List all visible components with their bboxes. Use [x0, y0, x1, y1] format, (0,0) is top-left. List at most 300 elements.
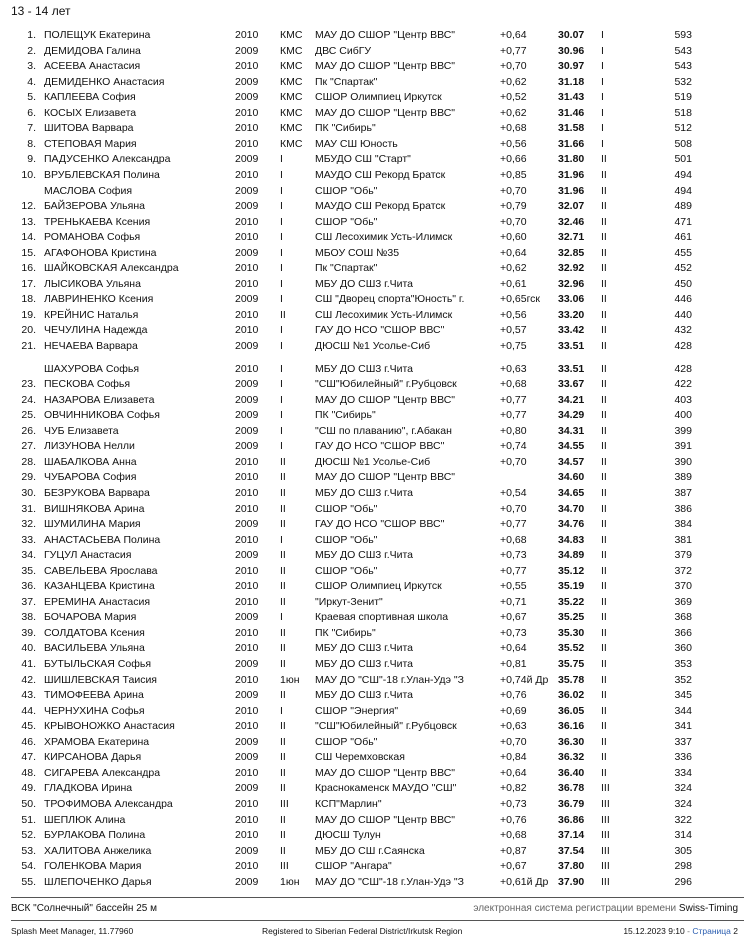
result-time: 34.70: [558, 502, 585, 515]
birth-year: 2009: [235, 782, 259, 795]
birth-year: 2010: [235, 168, 259, 181]
place: 27.: [21, 440, 36, 453]
table-row: [0, 781, 750, 795]
place: 37.: [21, 595, 36, 608]
result-time: 31.18: [558, 75, 585, 88]
qualification: II: [601, 642, 607, 655]
points: 593: [674, 29, 692, 41]
table-row: [0, 408, 750, 422]
sport-rank: I: [280, 324, 283, 337]
place: 35.: [21, 564, 36, 577]
points: 386: [674, 502, 692, 515]
birth-year: 2009: [235, 44, 259, 57]
points: 471: [674, 215, 692, 228]
result-time: 33.51: [558, 340, 585, 352]
club-name: СШ "Дворец спорта"Юность" г.: [315, 293, 465, 306]
place: 5.: [27, 91, 36, 104]
birth-year: 2010: [235, 277, 259, 290]
points: 360: [674, 642, 692, 655]
birth-year: 2009: [235, 689, 259, 702]
club-name: СШОР "Обь": [315, 564, 378, 577]
athlete-name: АСЕЕВА Анастасия: [44, 60, 141, 73]
reaction-time: +0,77: [500, 409, 527, 422]
result-time: 32.85: [558, 246, 585, 259]
reaction-time: +0,84: [500, 751, 527, 764]
reaction-time: +0,64: [500, 29, 527, 41]
qualification: III: [601, 782, 610, 795]
sport-rank: I: [280, 277, 283, 290]
qualification: II: [601, 168, 607, 181]
club-name: СШ Черемховская: [315, 751, 405, 764]
points: 353: [674, 658, 692, 670]
points: 432: [674, 324, 692, 337]
qualification: II: [601, 153, 607, 166]
result-time: 30.07: [558, 29, 585, 41]
qualification: II: [601, 440, 607, 453]
birth-year: 2010: [235, 564, 259, 577]
club-name: ДЮСШ №1 Усолье-Сиб: [315, 455, 431, 468]
result-time: 37.54: [558, 844, 585, 857]
points: 494: [674, 168, 692, 181]
result-time: 34.60: [558, 471, 585, 484]
result-time: 37.90: [558, 875, 585, 888]
table-row: [0, 595, 750, 609]
result-time: 36.30: [558, 735, 585, 748]
qualification: III: [601, 813, 610, 826]
place: 2.: [27, 44, 36, 57]
athlete-name: ХРАМОВА Екатерина: [44, 735, 150, 748]
table-row: [0, 673, 750, 687]
club-name: СШОР Олимпиец Иркутск: [315, 580, 442, 593]
table-row: [0, 199, 750, 213]
table-row: [0, 859, 750, 873]
points: 381: [674, 533, 692, 546]
result-time: 36.05: [558, 704, 585, 717]
birth-year: 2010: [235, 137, 259, 150]
birth-year: 2010: [235, 766, 259, 779]
club-name: МБУ ДО СШ г.Саянска: [315, 844, 425, 857]
reaction-time: +0,76: [500, 813, 527, 826]
reaction-time: +0,70: [500, 455, 527, 468]
points: 366: [674, 626, 692, 639]
club-name: СШОР Олимпиец Иркутск: [315, 91, 442, 104]
qualification: II: [601, 262, 607, 275]
qualification: III: [601, 829, 610, 842]
qualification: II: [601, 595, 607, 608]
sport-rank: I: [280, 246, 283, 259]
reaction-time: +0,70: [500, 215, 527, 228]
birth-year: 2009: [235, 875, 259, 888]
birth-year: 2010: [235, 455, 259, 468]
place: 48.: [21, 766, 36, 779]
sport-rank: I: [280, 704, 283, 717]
table-row: [0, 828, 750, 842]
table-row: [0, 502, 750, 516]
club-name: ДВС СибГУ: [315, 44, 372, 57]
qualification: II: [601, 673, 607, 686]
athlete-name: ШАЙКОВСКАЯ Александра: [44, 262, 179, 275]
athlete-name: ЧУБ Елизавета: [44, 424, 119, 437]
athlete-name: КРЫВОНОЖКО Анастасия: [44, 720, 175, 733]
club-name: ПК "Сибирь": [315, 409, 376, 422]
birth-year: 2010: [235, 642, 259, 655]
athlete-name: ЧУБАРОВА София: [44, 471, 137, 484]
birth-year: 2010: [235, 122, 259, 135]
reaction-time: +0,76: [500, 689, 527, 702]
club-name: МАУ ДО СШОР "Центр ВВС": [315, 766, 456, 779]
athlete-name: МАСЛОВА София: [44, 184, 132, 197]
sport-rank: КМС: [280, 122, 303, 135]
athlete-name: ШЕПЛЮК Алина: [44, 813, 126, 826]
birth-year: 2010: [235, 533, 259, 546]
qualification: II: [601, 751, 607, 764]
birth-year: 2010: [235, 626, 259, 639]
result-time: 33.51: [558, 362, 585, 375]
points: 399: [674, 424, 692, 437]
sport-rank: I: [280, 168, 283, 181]
place: 52.: [21, 829, 36, 842]
points: 461: [674, 231, 692, 244]
sport-rank: II: [280, 689, 286, 702]
table-row: [0, 261, 750, 275]
place: 4.: [27, 75, 36, 88]
birth-year: 2010: [235, 595, 259, 608]
points: 345: [674, 689, 692, 702]
reaction-time: +0,70: [500, 735, 527, 748]
sport-rank: II: [280, 580, 286, 593]
sport-rank: I: [280, 409, 283, 422]
table-row: [0, 393, 750, 407]
club-name: КСП"Марлин": [315, 797, 382, 810]
birth-year: 2009: [235, 184, 259, 197]
result-time: 34.31: [558, 424, 585, 437]
place: 49.: [21, 782, 36, 795]
birth-year: 2010: [235, 362, 259, 375]
qualification: I: [601, 91, 604, 104]
table-row: [0, 246, 750, 260]
place: 21.: [21, 340, 36, 352]
place: 12.: [21, 200, 36, 213]
place: 7.: [27, 122, 36, 135]
sport-rank: I: [280, 184, 283, 197]
birth-year: 2009: [235, 440, 259, 453]
points: 403: [674, 393, 692, 406]
birth-year: 2010: [235, 308, 259, 321]
place: 25.: [21, 409, 36, 422]
birth-year: 2009: [235, 735, 259, 748]
sport-rank: II: [280, 626, 286, 639]
table-row: [0, 44, 750, 58]
points: 322: [674, 813, 692, 826]
table-row: [0, 230, 750, 244]
result-time: 32.07: [558, 200, 585, 213]
qualification: I: [601, 122, 604, 135]
software-label: Splash Meet Manager, 11.77960: [11, 926, 134, 936]
athlete-name: ШИТОВА Варвара: [44, 122, 134, 135]
qualification: III: [601, 860, 610, 873]
reaction-time: +0,67: [500, 860, 527, 873]
qualification: II: [601, 324, 607, 337]
reaction-time: +0,85: [500, 168, 527, 181]
result-time: 35.12: [558, 564, 585, 577]
athlete-name: ВАСИЛЬЕВА Ульяна: [44, 642, 145, 655]
qualification: II: [601, 378, 607, 391]
points: 494: [674, 184, 692, 197]
athlete-name: ШАБАЛКОВА Анна: [44, 455, 137, 468]
place: 46.: [21, 735, 36, 748]
result-time: 34.57: [558, 455, 585, 468]
reaction-time: +0,65гск: [500, 293, 541, 306]
athlete-name: ШУМИЛИНА Мария: [44, 518, 141, 531]
club-name: МБУ ДО СШ3 г.Чита: [315, 277, 414, 290]
athlete-name: БЕЗРУКОВА Варвара: [44, 486, 150, 499]
qualification: II: [601, 409, 607, 422]
reaction-time: +0,75: [500, 340, 527, 352]
result-time: 33.42: [558, 324, 585, 337]
qualification: II: [601, 533, 607, 546]
table-row: [0, 719, 750, 733]
club-name: ПК "Сибирь": [315, 122, 376, 135]
qualification: II: [601, 471, 607, 484]
reaction-time: +0,81: [500, 658, 527, 670]
place: 38.: [21, 611, 36, 624]
points: 440: [674, 308, 692, 321]
place: 6.: [27, 106, 36, 119]
place: 17.: [21, 277, 36, 290]
points: 452: [674, 262, 692, 275]
qualification: II: [601, 231, 607, 244]
points: 379: [674, 549, 692, 562]
page-label: Страница: [692, 926, 731, 936]
sport-rank: КМС: [280, 91, 303, 104]
qualification: II: [601, 200, 607, 213]
club-name: МБУ ДО СШ3 г.Чита: [315, 642, 414, 655]
club-name: МАУ ДО "СШ"-18 г.Улан-Удэ "З: [315, 673, 464, 686]
table-row: [0, 579, 750, 593]
athlete-name: ЛИЗУНОВА Нелли: [44, 440, 135, 453]
birth-year: 2009: [235, 393, 259, 406]
table-row: [0, 766, 750, 780]
points: 372: [674, 564, 692, 577]
sport-rank: КМС: [280, 29, 303, 41]
points: 518: [674, 106, 692, 119]
sport-rank: II: [280, 658, 286, 670]
place: 42.: [21, 673, 36, 686]
sport-rank: II: [280, 735, 286, 748]
club-name: МАУ ДО СШОР "Центр ВВС": [315, 106, 456, 119]
place: 45.: [21, 720, 36, 733]
qualification: II: [601, 766, 607, 779]
qualification: II: [601, 455, 607, 468]
points: 501: [674, 153, 692, 166]
reaction-time: +0,60: [500, 231, 527, 244]
birth-year: 2010: [235, 262, 259, 275]
club-name: СШ Лесохимик Усть-Илимск: [315, 308, 453, 321]
reaction-time: +0,73: [500, 797, 527, 810]
points: 305: [674, 844, 692, 857]
place: 32.: [21, 518, 36, 531]
athlete-name: АНАСТАСЬЕВА Полина: [44, 533, 161, 546]
athlete-name: ГЛАДКОВА Ирина: [44, 782, 133, 795]
birth-year: 2010: [235, 60, 259, 73]
birth-year: 2009: [235, 611, 259, 624]
qualification: II: [601, 658, 607, 670]
place: 26.: [21, 424, 36, 437]
reaction-time: +0,74й Др: [500, 673, 549, 686]
qualification: II: [601, 277, 607, 290]
athlete-name: БОЧАРОВА Мария: [44, 611, 137, 624]
reaction-time: +0,68: [500, 122, 527, 135]
athlete-name: САВЕЛЬЕВА Ярослава: [44, 564, 158, 577]
points: 368: [674, 611, 692, 624]
table-row: [0, 641, 750, 655]
table-row: [0, 470, 750, 484]
reaction-time: +0,79: [500, 200, 527, 213]
athlete-name: ПАДУСЕНКО Александра: [44, 153, 171, 166]
table-row: [0, 797, 750, 811]
athlete-name: ЛАВРИНЕНКО Ксения: [44, 293, 154, 306]
points: 369: [674, 595, 692, 608]
sport-rank: 1юн: [280, 875, 300, 888]
qualification: II: [601, 564, 607, 577]
reaction-time: +0,70: [500, 60, 527, 73]
reaction-time: +0,64: [500, 766, 527, 779]
club-name: СШ Лесохимик Усть-Илимск: [315, 231, 453, 244]
place: 50.: [21, 797, 36, 810]
place: 39.: [21, 626, 36, 639]
result-time: 30.96: [558, 44, 585, 57]
points: 512: [674, 122, 692, 135]
reaction-time: +0,77: [500, 44, 527, 57]
sport-rank: КМС: [280, 137, 303, 150]
qualification: III: [601, 844, 610, 857]
reaction-time: +0,54: [500, 486, 527, 499]
result-time: 31.46: [558, 106, 585, 119]
points: 337: [674, 735, 692, 748]
place: 51.: [21, 813, 36, 826]
reaction-time: +0,69: [500, 704, 527, 717]
qualification: II: [601, 626, 607, 639]
table-row: [0, 59, 750, 73]
qualification: II: [601, 424, 607, 437]
reaction-time: +0,57: [500, 324, 527, 337]
athlete-name: ЛЫСИКОВА Ульяна: [44, 277, 141, 290]
club-name: СШОР "Обь": [315, 502, 378, 515]
qualification: II: [601, 215, 607, 228]
birth-year: 2009: [235, 91, 259, 104]
athlete-name: КИРСАНОВА Дарья: [44, 751, 142, 764]
sport-rank: II: [280, 720, 286, 733]
sport-rank: КМС: [280, 106, 303, 119]
result-time: 34.55: [558, 440, 585, 453]
qualification: II: [601, 393, 607, 406]
birth-year: 2010: [235, 797, 259, 810]
table-row: [0, 339, 750, 353]
qualification: II: [601, 580, 607, 593]
club-name: МАУ ДО СШОР "Центр ВВС": [315, 813, 456, 826]
sport-rank: II: [280, 813, 286, 826]
club-name: Пк "Спартак": [315, 75, 378, 88]
club-name: "Иркут-Зенит": [315, 595, 383, 608]
points: 450: [674, 277, 692, 290]
birth-year: 2010: [235, 486, 259, 499]
table-row: [0, 704, 750, 718]
birth-year: 2010: [235, 673, 259, 686]
birth-year: 2009: [235, 518, 259, 531]
athlete-name: БУТЫЛЬСКАЯ Софья: [44, 658, 151, 670]
place: 41.: [21, 658, 36, 670]
birth-year: 2009: [235, 200, 259, 213]
registration-label: Registered to Siberian Federal District/Irkutsk Region: [262, 926, 463, 936]
club-name: СШОР "Обь": [315, 215, 378, 228]
qualification: II: [601, 340, 607, 352]
club-name: МАУ ДО "СШ"-18 г.Улан-Удэ "З: [315, 875, 464, 888]
athlete-name: КОСЫХ Елизавета: [44, 106, 137, 119]
club-name: "СШ"Юбилейный" г.Рубцовск: [315, 720, 457, 733]
club-name: СШОР "Энергия": [315, 704, 399, 717]
table-row: [0, 362, 750, 376]
sport-rank: II: [280, 751, 286, 764]
result-time: 32.96: [558, 277, 585, 290]
club-name: "СШ по плаванию", г.Абакан: [315, 424, 452, 437]
reaction-time: +0,77: [500, 564, 527, 577]
table-row: [0, 486, 750, 500]
points: 428: [674, 340, 692, 352]
reaction-time: +0,80: [500, 424, 527, 437]
result-time: 33.20: [558, 308, 585, 321]
points: 384: [674, 518, 692, 531]
sport-rank: I: [280, 231, 283, 244]
birth-year: 2009: [235, 409, 259, 422]
birth-year: 2009: [235, 751, 259, 764]
table-row: [0, 548, 750, 562]
table-row: [0, 533, 750, 547]
athlete-name: ДЕМИДЕНКО Анастасия: [44, 75, 165, 88]
result-time: 35.75: [558, 658, 585, 670]
sport-rank: II: [280, 766, 286, 779]
sport-rank: I: [280, 340, 283, 352]
club-name: СШОР "Обь": [315, 533, 378, 546]
club-name: ГАУ ДО НСО "СШОР ВВС": [315, 440, 445, 453]
sport-rank: II: [280, 518, 286, 531]
club-name: МБУ ДО СШ3 г.Чита: [315, 689, 414, 702]
table-row: [0, 184, 750, 198]
birth-year: 2010: [235, 106, 259, 119]
table-row: [0, 455, 750, 469]
athlete-name: БАЙЗЕРОВА Ульяна: [44, 200, 145, 213]
points: 400: [674, 409, 692, 422]
points: 352: [674, 673, 692, 686]
birth-year: 2010: [235, 704, 259, 717]
place: 13.: [21, 215, 36, 228]
qualification: II: [601, 502, 607, 515]
sport-rank: КМС: [280, 75, 303, 88]
place: 15.: [21, 246, 36, 259]
result-time: 31.58: [558, 122, 585, 135]
athlete-name: АГАФОНОВА Кристина: [44, 246, 157, 259]
sport-rank: КМС: [280, 44, 303, 57]
points: 387: [674, 486, 692, 499]
club-name: СШОР "Обь": [315, 735, 378, 748]
sport-rank: II: [280, 471, 286, 484]
result-time: 36.79: [558, 797, 585, 810]
sport-rank: II: [280, 844, 286, 857]
points: 489: [674, 200, 692, 213]
table-row: [0, 106, 750, 120]
table-row: [0, 626, 750, 640]
qualification: II: [601, 362, 607, 375]
athlete-name: СТЕПОВАЯ Мария: [44, 137, 137, 150]
